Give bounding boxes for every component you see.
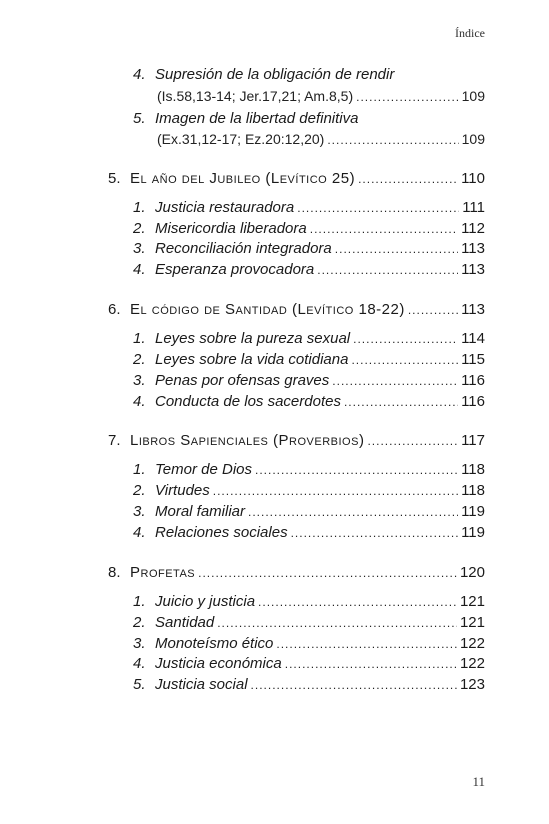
dot-leader [408,303,458,317]
dot-leader [297,201,459,215]
entry-number: 6. [108,301,121,318]
entry-number: 8. [108,564,121,581]
entry-title: Juicio y justicia [155,593,256,610]
toc-section-entry [133,614,485,634]
entry-number: 2. [133,220,146,237]
entry-number: 4. [133,261,146,278]
dot-leader [276,637,457,651]
entry-page-number: 109 [461,131,485,147]
dot-leader [251,678,457,692]
dot-leader [353,332,458,346]
toc-chapter-entry [108,301,485,321]
toc-section-entry [133,240,485,260]
dot-leader [358,172,458,186]
entry-title: Justicia social [155,676,248,693]
entry-number: 5. [133,110,146,127]
toc-section-entry [133,461,485,481]
toc-section-entry [133,676,485,696]
dot-leader [291,526,459,540]
toc-section-entry [133,66,485,86]
toc-section-entry [133,524,485,544]
entry-page-number: 122 [459,635,485,652]
entry-title: Virtudes [155,482,210,499]
entry-number: 5. [133,676,146,693]
dot-leader [327,133,458,147]
entry-title: (Is.58,13-14; Jer.17,21; Am.8,5) [157,88,354,104]
entry-page-number: 113 [461,301,485,318]
entry-page-number: 112 [461,220,485,237]
dot-leader [344,395,458,409]
entry-number: 1. [133,199,146,216]
entry-title: Conducta de los sacerdotes [155,393,341,410]
entry-title: (Ex.31,12-17; Ez.20:12,20) [157,131,325,147]
toc-section-entry [133,220,485,240]
entry-number: 4. [133,524,146,541]
toc-section-entry [133,393,485,413]
entry-page-number: 115 [461,351,485,368]
entry-number: 3. [133,503,146,520]
entry-page-number: 121 [459,593,485,610]
entry-page-number: 122 [459,655,485,672]
entry-title: Supresión de la obligación de rendir [155,66,395,83]
dot-leader [367,434,458,448]
entry-number: 4. [133,66,146,83]
entry-page-number: 111 [462,199,485,216]
dot-leader [248,505,458,519]
dot-leader [285,657,457,671]
entry-page-number: 113 [461,261,485,278]
entry-page-number: 116 [461,393,485,410]
entry-number: 3. [133,240,146,257]
entry-number: 4. [133,655,146,672]
entry-page-number: 116 [461,372,485,389]
toc-section-entry [133,351,485,371]
dot-leader [217,616,457,630]
dot-leader [351,353,458,367]
entry-title: Justicia económica [155,655,282,672]
toc-section-entry [133,503,485,523]
entry-title: Reconciliación integradora [155,240,332,257]
entry-number: 1. [133,461,146,478]
entry-title: Monoteísmo ético [155,635,274,652]
toc-section-entry [133,110,485,130]
entry-page-number: 109 [461,88,485,104]
dot-leader [317,263,458,277]
entry-title: Temor de Dios [155,461,252,478]
dot-leader [335,242,458,256]
entry-number: 2. [133,351,146,368]
entry-title: Profetas [130,564,196,581]
toc-section-entry [133,372,485,392]
entry-title: Moral familiar [155,503,246,520]
entry-page-number: 117 [461,432,485,449]
toc-chapter-entry [108,170,485,190]
toc-section-entry [133,593,485,613]
entry-title: Libros Sapienciales (Proverbios) [130,432,365,449]
dot-leader [213,484,458,498]
toc-section-entry [133,655,485,675]
entry-page-number: 121 [459,614,485,631]
dot-leader [310,222,458,236]
entry-page-number: 110 [461,170,485,187]
entry-number: 3. [133,635,146,652]
entry-title: Justicia restauradora [155,199,295,216]
entry-number: 1. [133,330,146,347]
entry-title: Misericordia liberadora [155,220,307,237]
entry-page-number: 119 [461,503,485,520]
entry-title: Esperanza provocadora [155,261,315,278]
toc-section-entry [133,199,485,219]
dot-leader [258,595,457,609]
entry-title: El código de Santidad (Levítico 18-22) [130,301,405,318]
entry-number: 4. [133,393,146,410]
entry-number: 2. [133,614,146,631]
entry-page-number: 118 [461,461,485,478]
dot-leader [198,566,457,580]
entry-title: Relaciones sociales [155,524,288,541]
entry-number: 7. [108,432,121,449]
toc-chapter-entry [108,564,485,584]
running-header: Índice [455,26,485,40]
entry-number: 1. [133,593,146,610]
entry-page-number: 123 [459,676,485,693]
dot-leader [255,463,458,477]
entry-title: Penas por ofensas graves [155,372,330,389]
toc-section-entry [133,330,485,350]
entry-page-number: 113 [461,240,485,257]
entry-number: 2. [133,482,146,499]
entry-title: El año del Jubileo (Levítico 25) [130,170,356,187]
dot-leader [332,374,458,388]
entry-number: 5. [108,170,121,187]
entry-title: Leyes sobre la vida cotidiana [155,351,349,368]
toc-section-entry [133,635,485,655]
entry-page-number: 120 [459,564,485,581]
page-number: 11 [472,774,485,789]
dot-leader [356,90,459,104]
entry-page-number: 118 [461,482,485,499]
toc-reference-line [157,88,485,108]
toc-section-entry [133,482,485,502]
entry-title: Santidad [155,614,215,631]
toc-reference-line [157,131,485,151]
entry-title: Imagen de la libertad definitiva [155,110,359,127]
entry-page-number: 119 [461,524,485,541]
toc-section-entry [133,261,485,281]
toc-chapter-entry [108,432,485,452]
entry-page-number: 114 [461,330,485,347]
entry-title: Leyes sobre la pureza sexual [155,330,351,347]
entry-number: 3. [133,372,146,389]
